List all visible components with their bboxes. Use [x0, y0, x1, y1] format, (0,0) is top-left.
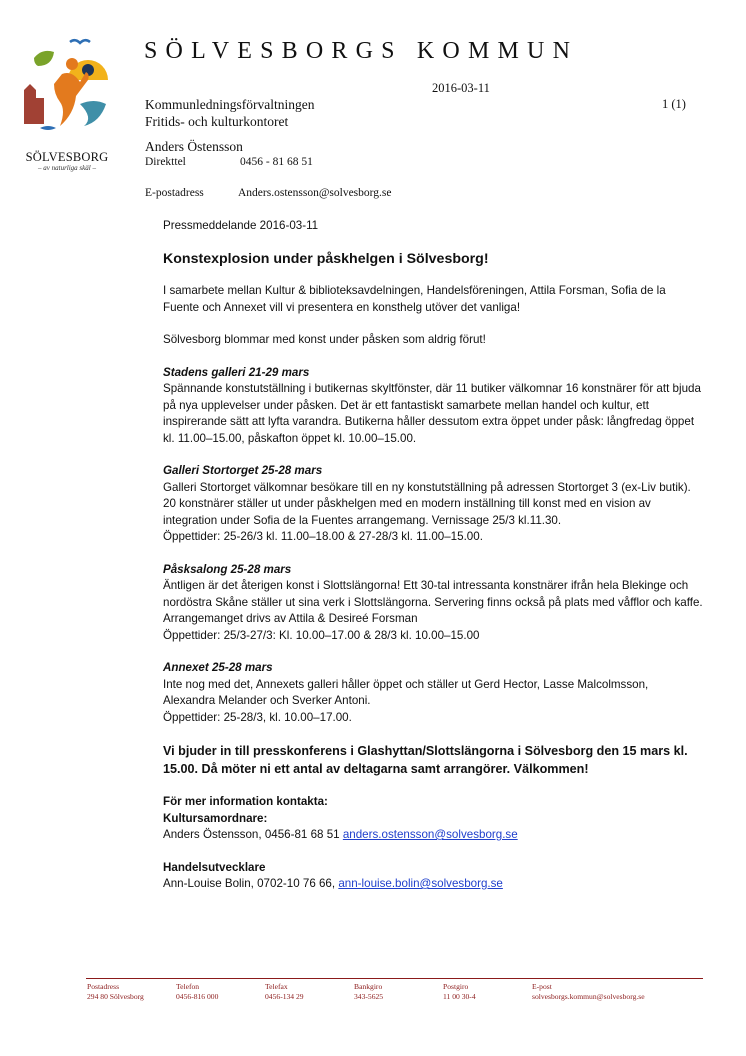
section-text: Inte nog med det, Annexets galleri håller öppet och ställer ut Gerd Hector, Lasse Malcolmsson, Alexandra Melander och Sverker Antoni.	[163, 677, 649, 707]
footer-column-email	[532, 982, 645, 1002]
footer-column-postal	[87, 982, 144, 1002]
email-value: Anders.ostensson@solvesborg.se	[238, 187, 392, 199]
footer-value: 343-5625	[354, 992, 384, 1001]
contact-details: Ann-Louise Bolin, 0702-10 76 66,	[163, 877, 336, 890]
footer-value: 0456-134 29	[265, 992, 304, 1001]
section-title: Galleri Stortorget 25-28 mars	[163, 464, 323, 477]
section-hours: Öppettider: 25-28/3, kl. 10.00–17.00.	[163, 710, 352, 724]
logo-tagline: – av naturliga skäl –	[38, 164, 96, 172]
lead-paragraph: Sölvesborg blommar med konst under påsken som aldrig förut!	[163, 333, 486, 346]
press-release-heading: Konstexplosion under påskhelgen i Sölvesborg!	[163, 250, 489, 267]
direct-phone-value: 0456 - 81 68 51	[240, 156, 313, 168]
figure-icon	[54, 72, 89, 126]
footer-value: 294 80 Sölvesborg	[87, 992, 144, 1001]
press-conference-invite: Vi bjuder in till presskonferens i Glashyttan/Slottslängorna i Sölvesborg den 15 mars kl. 15.00. Då möter ni ett antal av deltagarna samt arrangörer. Välkommen!	[163, 744, 688, 776]
direct-phone-label: Direkttel	[145, 156, 186, 168]
footer-value: 0456-816 000	[176, 992, 219, 1001]
section-title: Påsksalong 25-28 mars	[163, 562, 292, 576]
section-text: Spännande konstutställning i butikernas skyltfönster, där 11 butiker välkomnar 16 konstnärer för att bjuda på nya upplevelser under påsken. Det är ett fantastiskt samarbete mellan handel och kultur, ett inspirerande sätt att lyfta varandra. Butikerna håller dessutom extra öppet under påsk: långfredag öppet kl. 11.00–15.00, påskafton öppet kl. 10.00–15.00.	[163, 382, 701, 445]
footer-label: Telefon	[176, 982, 200, 991]
department-name: Kommunledningsförvaltningen	[145, 97, 315, 112]
bird-icon	[70, 40, 90, 43]
footer-label: E-post	[532, 982, 552, 991]
footer-value: 11 00 30-4	[443, 992, 476, 1001]
footer-column-phone	[176, 982, 218, 1002]
section-hours: Öppettider: 25/3-27/3: Kl. 10.00–17.00 & 28/3 kl. 10.00–15.00	[163, 628, 480, 642]
wave-icon	[80, 101, 106, 126]
press-release-label: Pressmeddelande 2016-03-11	[163, 219, 319, 232]
contact-entry	[163, 876, 703, 893]
contact-email-link[interactable]: ann-louise.bolin@solvesborg.se	[338, 877, 503, 890]
contact-email-link[interactable]: anders.ostensson@solvesborg.se	[342, 828, 518, 841]
contact-name: Anders Östensson	[145, 139, 243, 154]
press-release-body	[163, 218, 703, 893]
contact-role: Handelsutvecklare	[163, 860, 266, 874]
footer-column-postgiro	[443, 982, 476, 1002]
footer-value: solvesborgs.kommun@solvesborg.se	[532, 992, 645, 1001]
section-title: Stadens galleri 21-29 mars	[163, 365, 310, 379]
section-text: Galleri Stortorget välkomnar besökare till en ny konstutställning på adressen Stortorget 3 (ex-Liv butik). 20 konstnärer ställer ut under påskhelgen med en modern inställning till konst med en vision av integration under Sofia de la Fuentes arrangemang. Vernissage 25/3 kl.11.30.	[163, 480, 691, 527]
email-label: E-postadress	[145, 187, 204, 199]
footer-column-bankgiro	[354, 982, 383, 1002]
contact-entry	[163, 827, 703, 844]
fish-icon	[40, 126, 56, 130]
office-name: Fritids- och kulturkontoret	[145, 114, 289, 129]
footer-label: Postgiro	[443, 982, 469, 991]
municipality-logo	[18, 38, 118, 138]
footer-divider	[86, 978, 703, 979]
section-hours: Öppettider: 25-26/3 kl. 11.00–18.00 & 27-28/3 kl. 11.00–15.00.	[163, 530, 483, 543]
more-info-label: För mer information kontakta:	[163, 795, 328, 808]
logo-name: SÖLVESBORG	[25, 150, 109, 164]
leaf-icon	[34, 51, 54, 66]
footer-label: Bankgiro	[354, 982, 383, 991]
contact-role: Kultursamordnare:	[163, 811, 268, 825]
contact-details: Anders Östensson, 0456-81 68 51	[163, 828, 340, 841]
figure-head-icon	[66, 58, 78, 70]
page-number: 1 (1)	[662, 97, 686, 111]
intro-paragraph: I samarbete mellan Kultur & biblioteksavdelningen, Handelsföreningen, Attila Forsman, Sofia de la Fuente och Annexet vill vi presentera en konsthelg utöver det vanliga!	[163, 284, 666, 314]
organization-title: SÖLVESBORGS KOMMUN	[144, 38, 579, 64]
document-date: 2016-03-11	[432, 81, 490, 95]
footer-label: Telefax	[265, 982, 288, 991]
footer-label: Postadress	[87, 982, 120, 991]
section-title: Annexet 25-28 mars	[163, 661, 273, 674]
footer-column-fax	[265, 982, 304, 1002]
section-text: Äntligen är det återigen konst i Slottslängorna! Ett 30-tal intressanta konstnärer ifrån hela Blekinge och nordöstra Skåne ställer ut sina verk i Slottslängorna. Servering finns också på plats med våfflor och kaffe. Arrangemanget drivs av Attila & Desireé Forsman	[163, 579, 703, 625]
castle-icon	[24, 84, 44, 124]
